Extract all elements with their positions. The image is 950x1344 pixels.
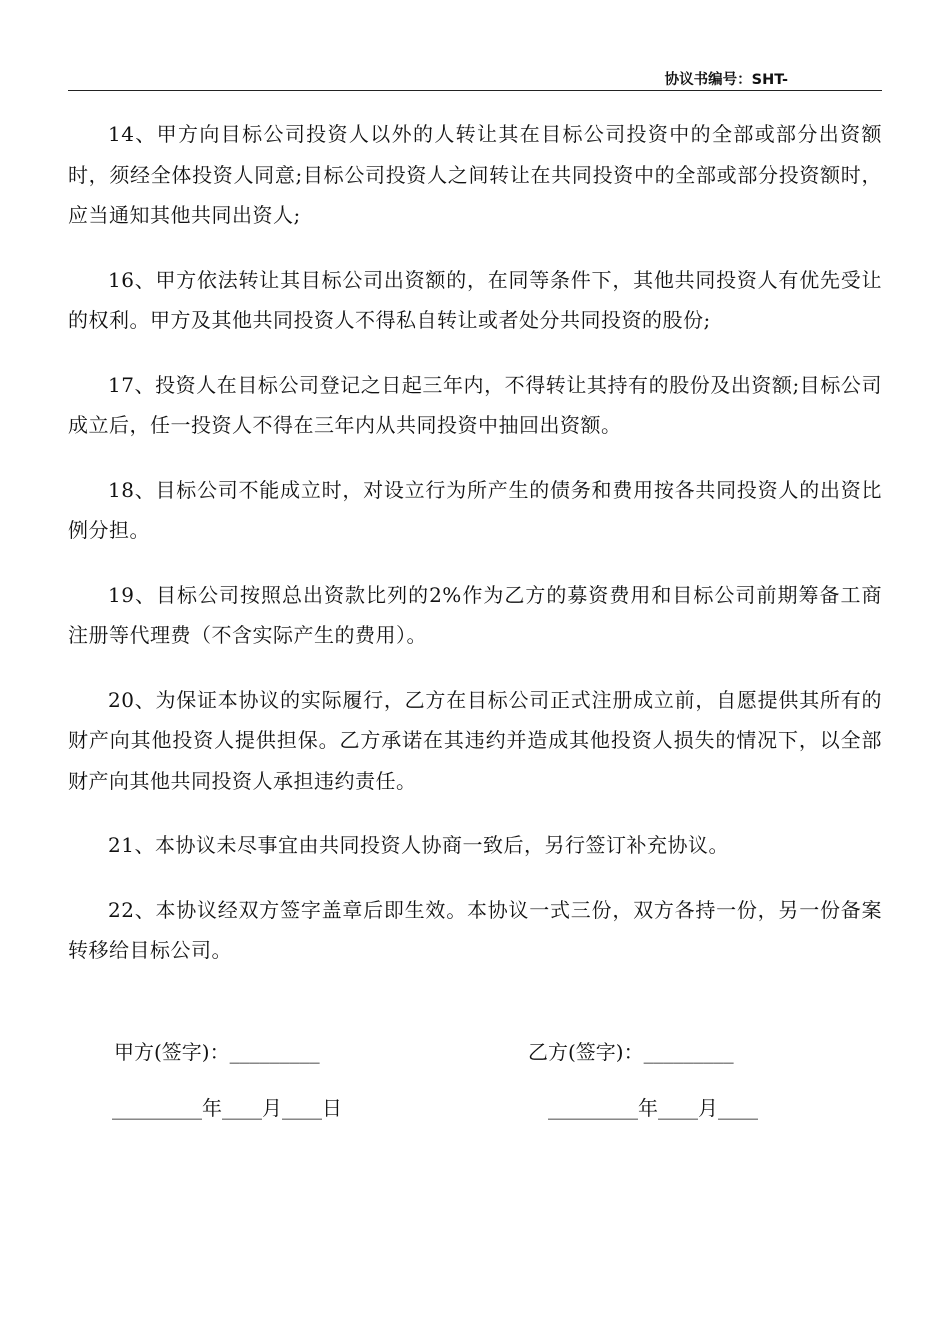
clause-22: 22、本协议经双方签字盖章后即生效。本协议一式三份，双方各持一份，另一份备案转移给目标公司。: [68, 897, 882, 962]
party-b-date: _________年____月____: [548, 1096, 758, 1120]
agreement-number: 协议书编号：SHT-: [664, 72, 788, 88]
clause-19: 19、目标公司按照总出资款比列的2%作为乙方的募资费用和目标公司前期筹备工商注册等代理费（不含实际产生的费用）。: [68, 582, 882, 647]
document-body: [68, 114, 882, 995]
date-row: [68, 1092, 882, 1148]
party-a-date: _________年____月____日: [112, 1096, 342, 1120]
clause-16: 16、甲方依法转让其目标公司出资额的，在同等条件下，其他共同投资人有优先受让的权利。甲方及其他共同投资人不得私自转让或者处分共同投资的股份;: [68, 267, 882, 332]
clause-20: 20、为保证本协议的实际履行，乙方在目标公司正式注册成立前，自愿提供其所有的财产向其他投资人提供担保。乙方承诺在其违约并造成其他投资人损失的情况下，以全部财产向其他共同投资人承担违约责任。: [68, 687, 882, 793]
signature-block: [68, 1036, 882, 1148]
party-b-signature: 乙方(签字)：_________: [528, 1040, 734, 1064]
clause-21: 21、本协议未尽事宜由共同投资人协商一致后，另行签订补充协议。: [108, 833, 729, 857]
clause-14: 14、甲方向目标公司投资人以外的人转让其在目标公司投资中的全部或部分出资额时，须经全体投资人同意;目标公司投资人之间转让在共同投资中的全部或部分投资额时，应当通知其他共同出资人;: [68, 122, 882, 227]
signature-row: [68, 1036, 882, 1092]
clause-17: 17、投资人在目标公司登记之日起三年内，不得转让其持有的股份及出资额;目标公司成立后，任一投资人不得在三年内从共同投资中抽回出资额。: [68, 372, 882, 437]
party-a-signature: 甲方(签字)：_________: [114, 1040, 320, 1064]
page-header: [68, 66, 882, 91]
clause-18: 18、目标公司不能成立时，对设立行为所产生的债务和费用按各共同投资人的出资比例分担。: [68, 477, 882, 542]
